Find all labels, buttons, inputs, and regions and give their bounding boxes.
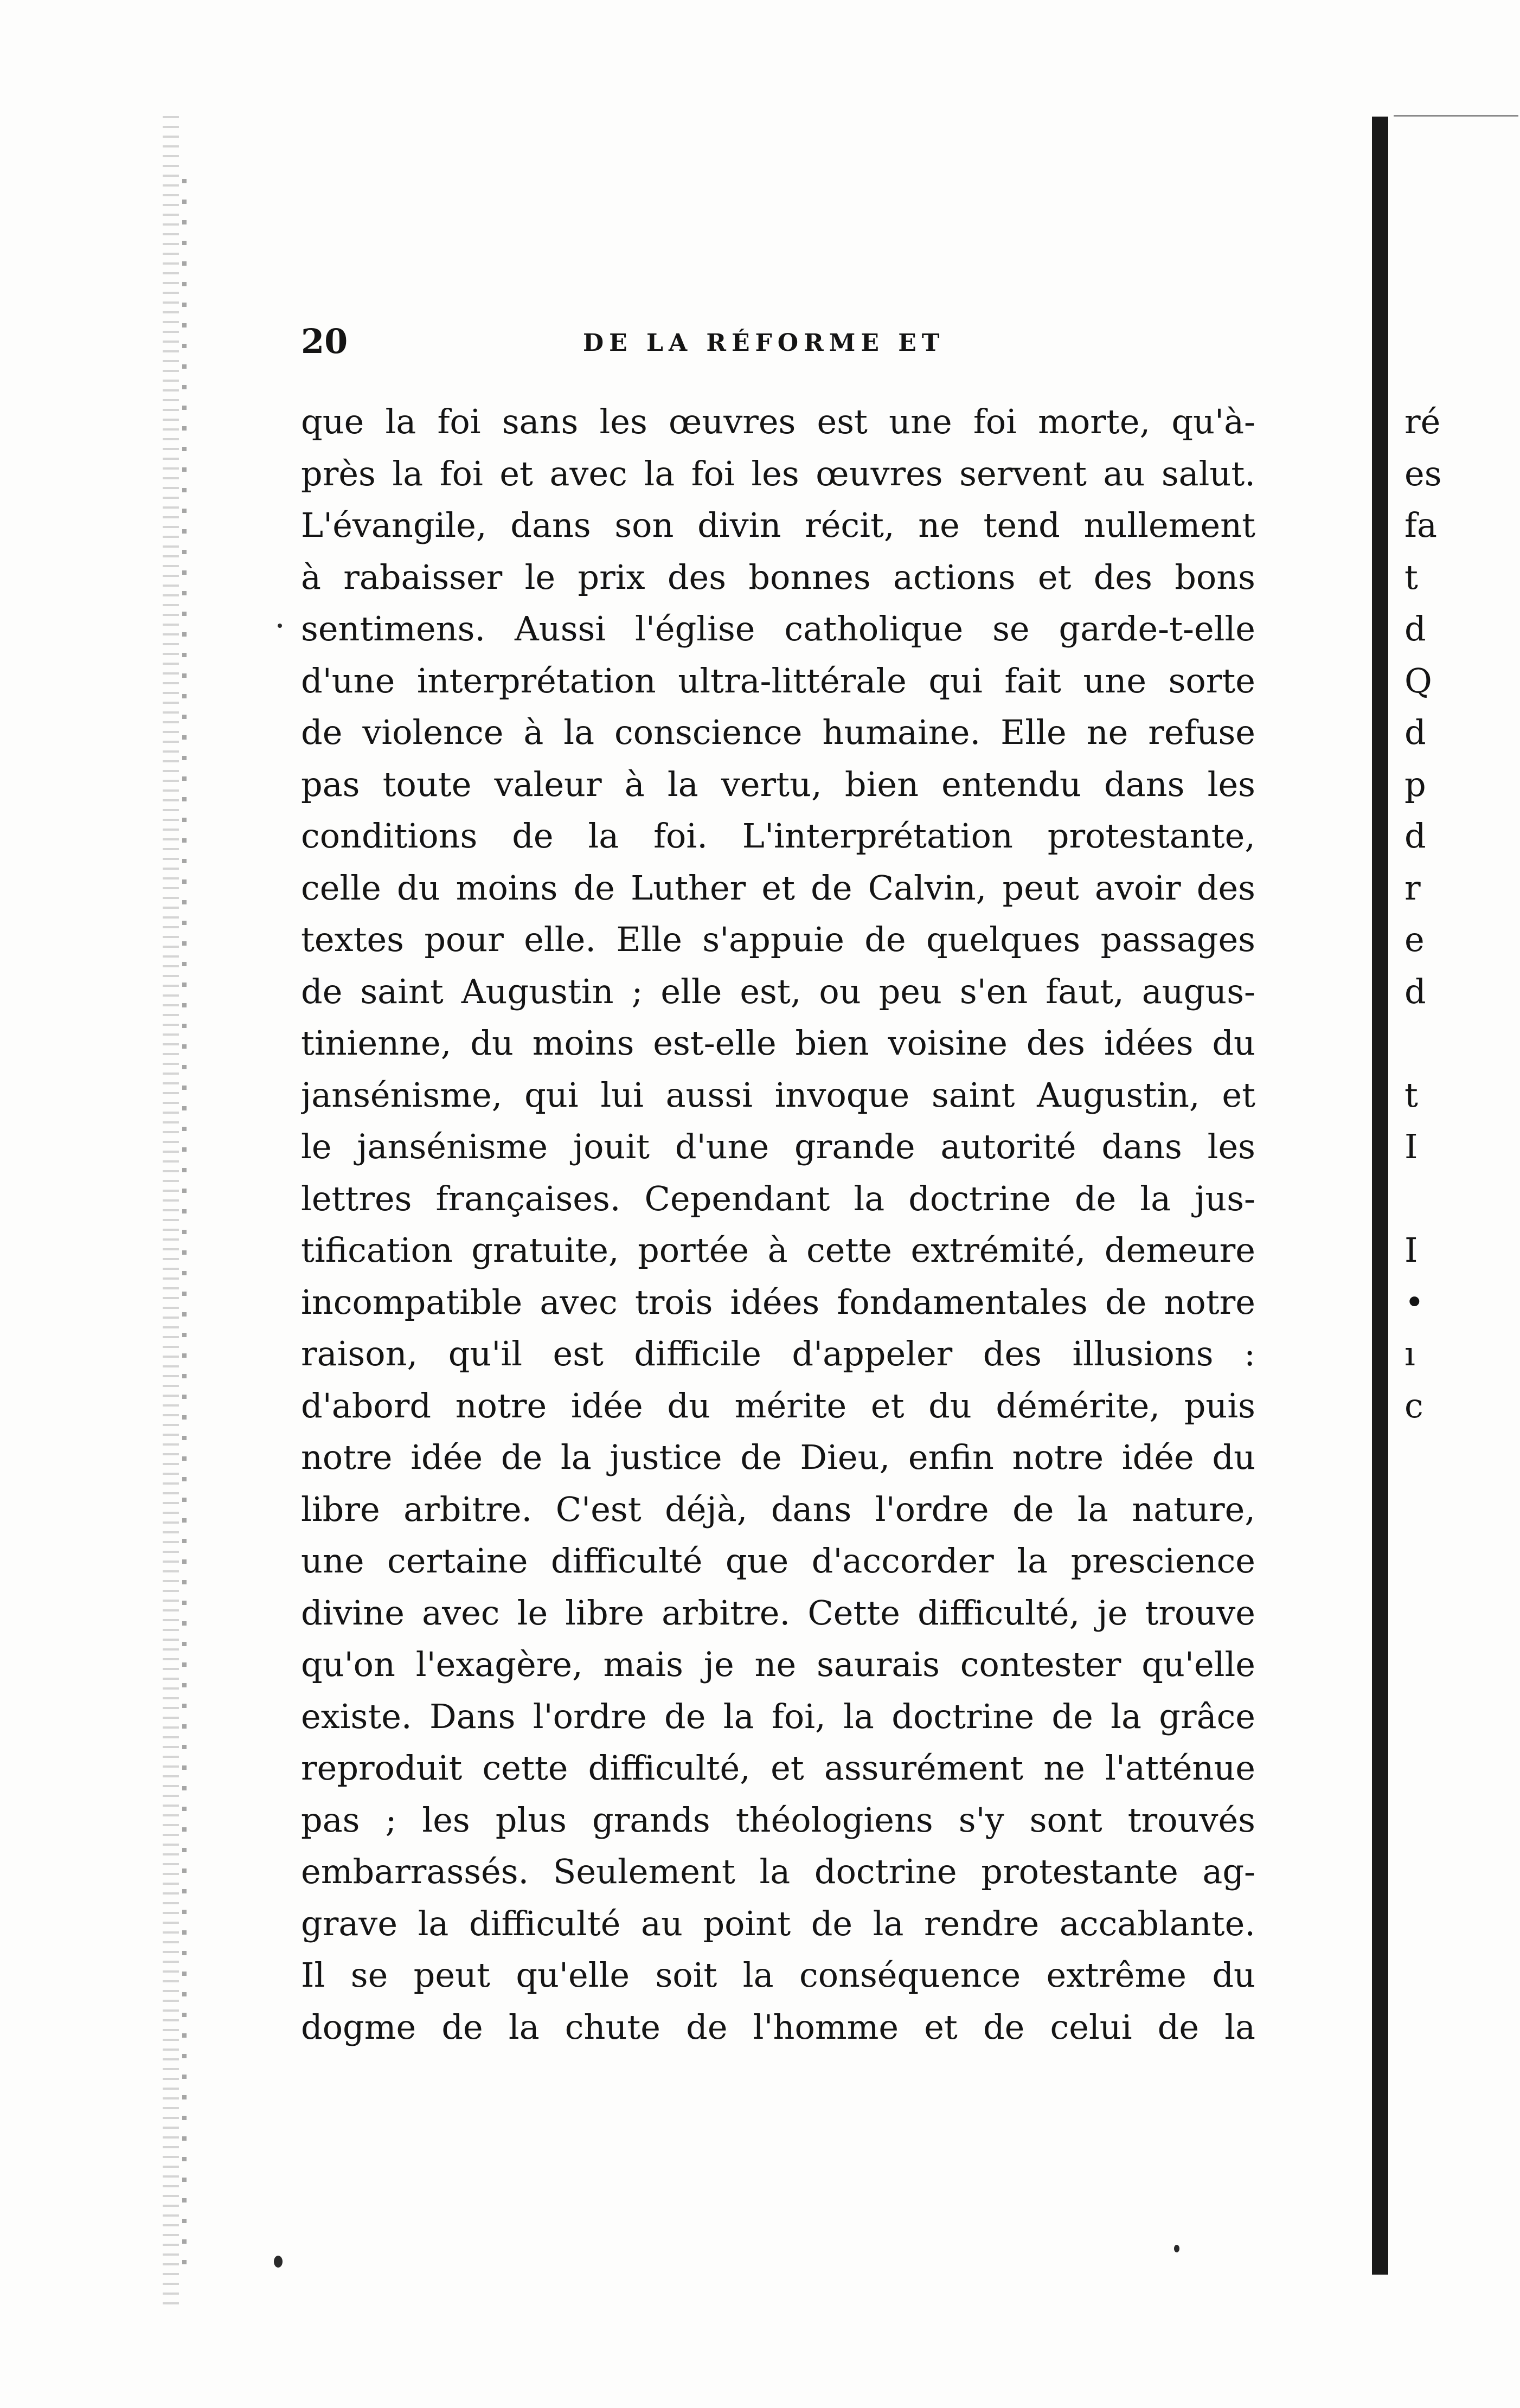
text-line: d'une interprétation ultra-littérale qui fait une sorte xyxy=(301,660,1255,701)
stray-mark xyxy=(1174,2245,1179,2252)
text-line: tinienne, du moins est-elle bien voisine des idées du xyxy=(301,1023,1255,1063)
text-line: divine avec le libre arbitre. Cette difficulté, je trouve xyxy=(301,1593,1255,1633)
text-line: le jansénisme jouit d'une grande autorité dans les xyxy=(301,1127,1255,1166)
text-line: pas toute valeur à la vertu, bien entendu dans les xyxy=(301,764,1255,804)
text-line: d'abord notre idée du mérite et du démérite, puis xyxy=(301,1385,1255,1425)
text-line: à rabaisser le prix des bonnes actions et des bons xyxy=(301,557,1255,597)
fragment xyxy=(1404,1017,1513,1069)
fragment: ı xyxy=(1404,1334,1415,1373)
fragment: r xyxy=(1404,868,1421,908)
fragment: d xyxy=(1404,609,1426,648)
text-line: L'évangile, dans son divin récit, ne tend nullement xyxy=(301,505,1255,545)
text-line: dogme de la chute de l'homme et de celui de la xyxy=(301,2007,1255,2047)
fragment: d xyxy=(1404,816,1426,856)
fragment: e xyxy=(1404,920,1425,959)
page-edge-line xyxy=(1394,115,1518,117)
text-line: notre idée de la justice de Dieu, enfin notre idée du xyxy=(301,1437,1255,1477)
text-line: jansénisme, qui lui aussi invoque saint Augustin, et xyxy=(301,1075,1255,1115)
text-line: textes pour elle. Elle s'appuie de quelques passages xyxy=(301,920,1255,959)
text-line: raison, qu'il est difficile d'appeler des illusions : xyxy=(301,1334,1255,1373)
next-page-fragments xyxy=(1404,396,1513,1431)
text-line: que la foi sans les œuvres est une foi morte, qu'à- xyxy=(301,402,1255,441)
fragment: d xyxy=(1404,971,1426,1011)
text-line: de saint Augustin ; elle est, ou peu s'en faut, augus- xyxy=(301,971,1255,1011)
binding-shadow xyxy=(163,108,179,2304)
text-line: près la foi et avec la foi les œuvres servent au salut. xyxy=(301,453,1255,493)
text-line: celle du moins de Luther et de Calvin, peut avoir des xyxy=(301,868,1255,908)
fragment: I xyxy=(1404,1127,1418,1166)
stray-mark xyxy=(274,2256,283,2268)
fragment: d xyxy=(1404,712,1426,752)
fragment: t xyxy=(1404,1075,1418,1115)
fragment: p xyxy=(1404,764,1426,804)
text-line: lettres françaises. Cependant la doctrine de la jus- xyxy=(301,1178,1255,1218)
text-line: reproduit cette difficulté, et assurément ne l'atténue xyxy=(301,1748,1255,1788)
fragment: t xyxy=(1404,557,1418,597)
body-text xyxy=(301,396,1255,2053)
text-line: tification gratuite, portée à cette extrémité, demeure xyxy=(301,1230,1255,1270)
page-number: 20 xyxy=(301,322,348,361)
fragment: Q xyxy=(1404,660,1432,701)
stray-mark xyxy=(278,624,282,628)
fragment: I xyxy=(1404,1230,1418,1270)
fragment: es xyxy=(1404,453,1442,493)
text-line: grave la difficulté au point de la rendre accablante. xyxy=(301,1903,1255,1943)
binding-speckle xyxy=(182,163,187,2277)
text-line: de violence à la conscience humaine. Elle ne refuse xyxy=(301,712,1255,752)
running-head xyxy=(301,323,1255,361)
text-line: pas ; les plus grands théologiens s'y sont trouvés xyxy=(301,1800,1255,1840)
fragment: ré xyxy=(1404,402,1441,441)
fragment xyxy=(1404,1173,1513,1225)
fragment: • xyxy=(1404,1282,1425,1322)
text-line: sentimens. Aussi l'église catholique se garde-t-elle xyxy=(301,609,1255,648)
text-line: incompatible avec trois idées fondamentales de notre xyxy=(301,1282,1255,1322)
fragment: fa xyxy=(1404,505,1437,545)
text-line: Il se peut qu'elle soit la conséquence extrême du xyxy=(301,1955,1255,1995)
text-line: libre arbitre. C'est déjà, dans l'ordre de la nature, xyxy=(301,1489,1255,1529)
fragment: c xyxy=(1404,1385,1423,1425)
running-head-title: DE LA RÉFORME ET xyxy=(583,329,945,357)
text-line: embarrassés. Seulement la doctrine protestante ag- xyxy=(301,1852,1255,1891)
text-line: qu'on l'exagère, mais je ne saurais contester qu'elle xyxy=(301,1645,1255,1684)
text-line: une certaine difficulté que d'accorder la prescience xyxy=(301,1541,1255,1581)
page-edge-bar xyxy=(1372,117,1388,2275)
text-line: existe. Dans l'ordre de la foi, la doctrine de la grâce xyxy=(301,1696,1255,1736)
text-line: conditions de la foi. L'interprétation protestante, xyxy=(301,816,1255,856)
